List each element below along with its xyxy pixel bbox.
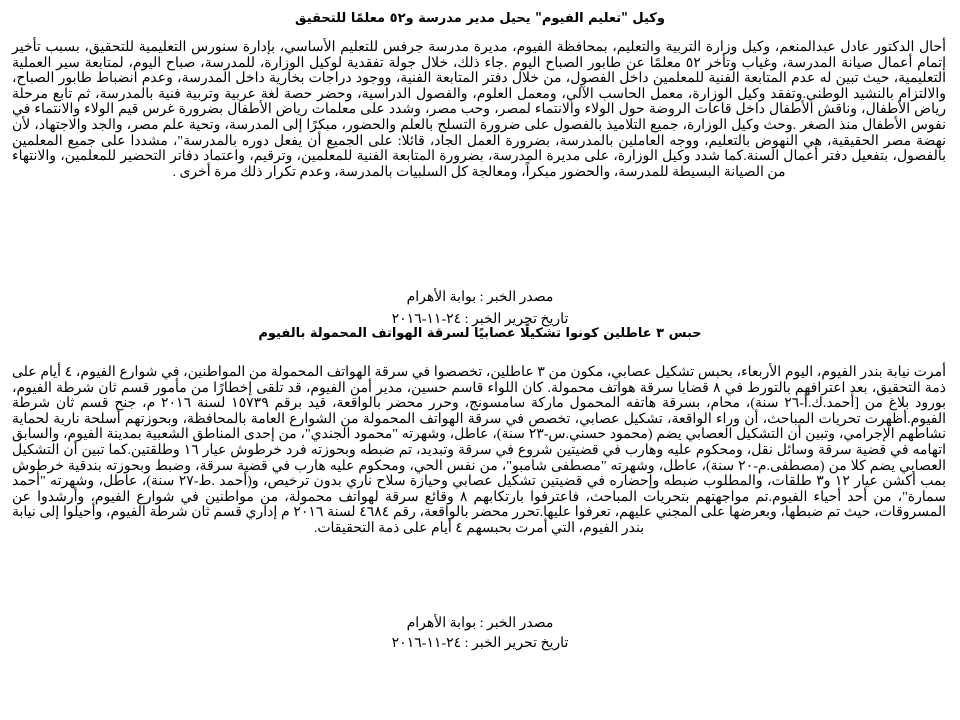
- article-1-date: تاريخ تحرير الخبر : ٢٤-١١-٢٠١٦: [391, 312, 569, 327]
- article-2-title: حبس ٣ عاطلين كونوا تشكيلًا عصابيًا لسرقة الهواتف المحمولة بالفيوم: [258, 326, 702, 341]
- article-1-body: أحال الدكتور عادل عبدالمنعم، وكيل وزارة التربية والتعليم، بمحافظة الفيوم، مديرة مدرسة جرفس للتعليم الأساسي، بإدارة سنورس التعليمية للتحقيق، بسبب تأخير إتمام أعمال صيانة المدرسة، وغياب وتأخر ٥٢ معلمًا عن طابور الصباح اليوم .جاء ذلك، خلال جولة تفقدية لوكيل الوزارة، للمدرسة، صباح اليوم، لمتابعة سير العملية التعليمية، حيث تبين له عدم المتابعة الفنية للمعلمين داخل الفصول، من خلال دفتر المتابعة الفنية، ووجود دراجات بخارية داخل المدرسة، وعدم انضباط طابور الصباح، والالتزام بالنشيد الوطني.وتفقد وكيل الوزارة، معمل الحاسب الآلي، ومعمل العلوم، والفصول الدراسية، وحضر حصة لغة عربية وتربية فنية بالمدرسة، ثم تابع مرحلة رياض الأطفال، وناقش الأطفال داخل قاعات الروضة حول الولاء والانتماء لمصر، وحب مصر، وشدد على معلمات رياض الأطفال بضرورة غرس قيم الولاء والانتماء في نفوس الأطفال منذ الصغر .وحث وكيل الوزارة، جميع التلاميذ بالفصول على ضرورة التسلح بالعلم والحضور، مبكرًا إلى المدرسة، وتحية علم مصر، والجد والاجتهاد، لأن نهضة مصر الحقيقية، هي النهوض بالتعليم، ووجه العاملين بالمدرسة، بضرورة العمل الجاد، قائلا: على الجميع أن يفعل دوره بالمدرسة"، مشددا على جميع المعلمين بالفصول، بتفعيل دفتر أعمال السنة.كما شدد وكيل الوزارة، على مديرة المدرسة، بضرورة المتابعة الفنية للمعلمين، وترقيم، واعتماد دفاتر التحضير للمعلمين، والانتهاء من الصيانة البسيطة للمدرسة، والحضور مبكراً، ومعالجة كل السلبيات بالمدرسة، وعدم تكرار ذلك مرة أخرى .: [12, 40, 946, 180]
- article-1-source: مصدر الخبر : بوابة الأهرام: [406, 290, 554, 305]
- article-2-source: مصدر الخبر : بوابة الأهرام: [406, 616, 554, 631]
- article-2-body: أمرت نيابة بندر الفيوم، اليوم الأربعاء، بحبس تشكيل عصابي، مكون من ٣ عاطلين، تخصصوا في سرقة الهواتف المحمولة من المواطنين، في شوارع الفيوم، ٤ أيام على ذمة التحقيق، بعد اعترافهم بالتورط في ٨ قضايا سرقة هواتف محمولة. كان اللواء قاسم حسين، مدير أمن الفيوم، قد تلقى إخطارًا من مأمور قسم ثان شرطة الفيوم، بورود بلاغ من [أحمد.ك.أ-٢٦ سنة)، محام، بسرقة هاتفه المحمول ماركة سامسونج، وحرر محضر بالواقعة، قيد برقم ١٥٧٣٩ لسنة ٢٠١٦ م، جنح قسم ثان شرطة الفيوم.أظهرت تحريات المباحث، أن وراء الواقعة، تشكيل عصابي، تخصص في سرقة الهواتف المحمولة من الشوارع العامة بالمحافظة، وبحوزتهم أسلحة نارية لحماية نشاطهم الإجرامي، وتبين أن التشكيل العصابي يضم (محمود حسني.س-٢٣ سنة)، عاطل، وشهرته "محمود الجندي"، من إحدى المناطق الشعبية بمدينة الفيوم، والسابق اتهامه في قضية سرقة وسائل نقل، ومحكوم عليه وهارب في قضيتين شروع في سرقة وتبديد، تم ضبطه وبحوزته فرد خرطوش عيار ١٦ وطلقتين.كما تبين أن التشكيل العصابي يضم كلا من (مصطفى.م-٢٠ سنة)، عاطل، وشهرته "مصطفى شامبو"، من نفس الحي، ومحكوم عليه هارب في قضية سرقة، وضبط وبحوزته بندقية خرطوش بمب أكشن عيار ١٢ و٣ طلقات، والمطلوب ضبطه وإحضاره في قضيتين تشكيل عصابي وحيازة سلاح ناري بدون ترخيص، و(أحمد .ط-٢٧ سنة)، عاطل، وشهرته "أحمد سمارة"، من أحد أحياء الفيوم.تم مواجهتهم بتحريات المباحث، فاعترفوا بارتكابهم ٨ وقائع سرقة لهواتف محمولة، من مواطنين في شوارع الفيوم، وأرشدوا عن المسروقات، حيث تم ضبطها، وبعرضها على المجني عليهم، تعرفوا عليها.تحرر محضر بالواقعة، رقم ٤٦٨٤ لسنة ٢٠١٦ م إداري قسم ثان شرطة الفيوم، وأحيلوا إلى نيابة بندر الفيوم، التي أمرت بحبسهم ٤ أيام على ذمة التحقيقات.: [12, 365, 947, 536]
- article-1-title: وكيل "تعليم الفيوم" يحيل مدير مدرسة و٥٢ معلمًا للتحقيق: [295, 11, 665, 26]
- article-2-date: تاريخ تحرير الخبر : ٢٤-١١-٢٠١٦: [391, 636, 569, 651]
